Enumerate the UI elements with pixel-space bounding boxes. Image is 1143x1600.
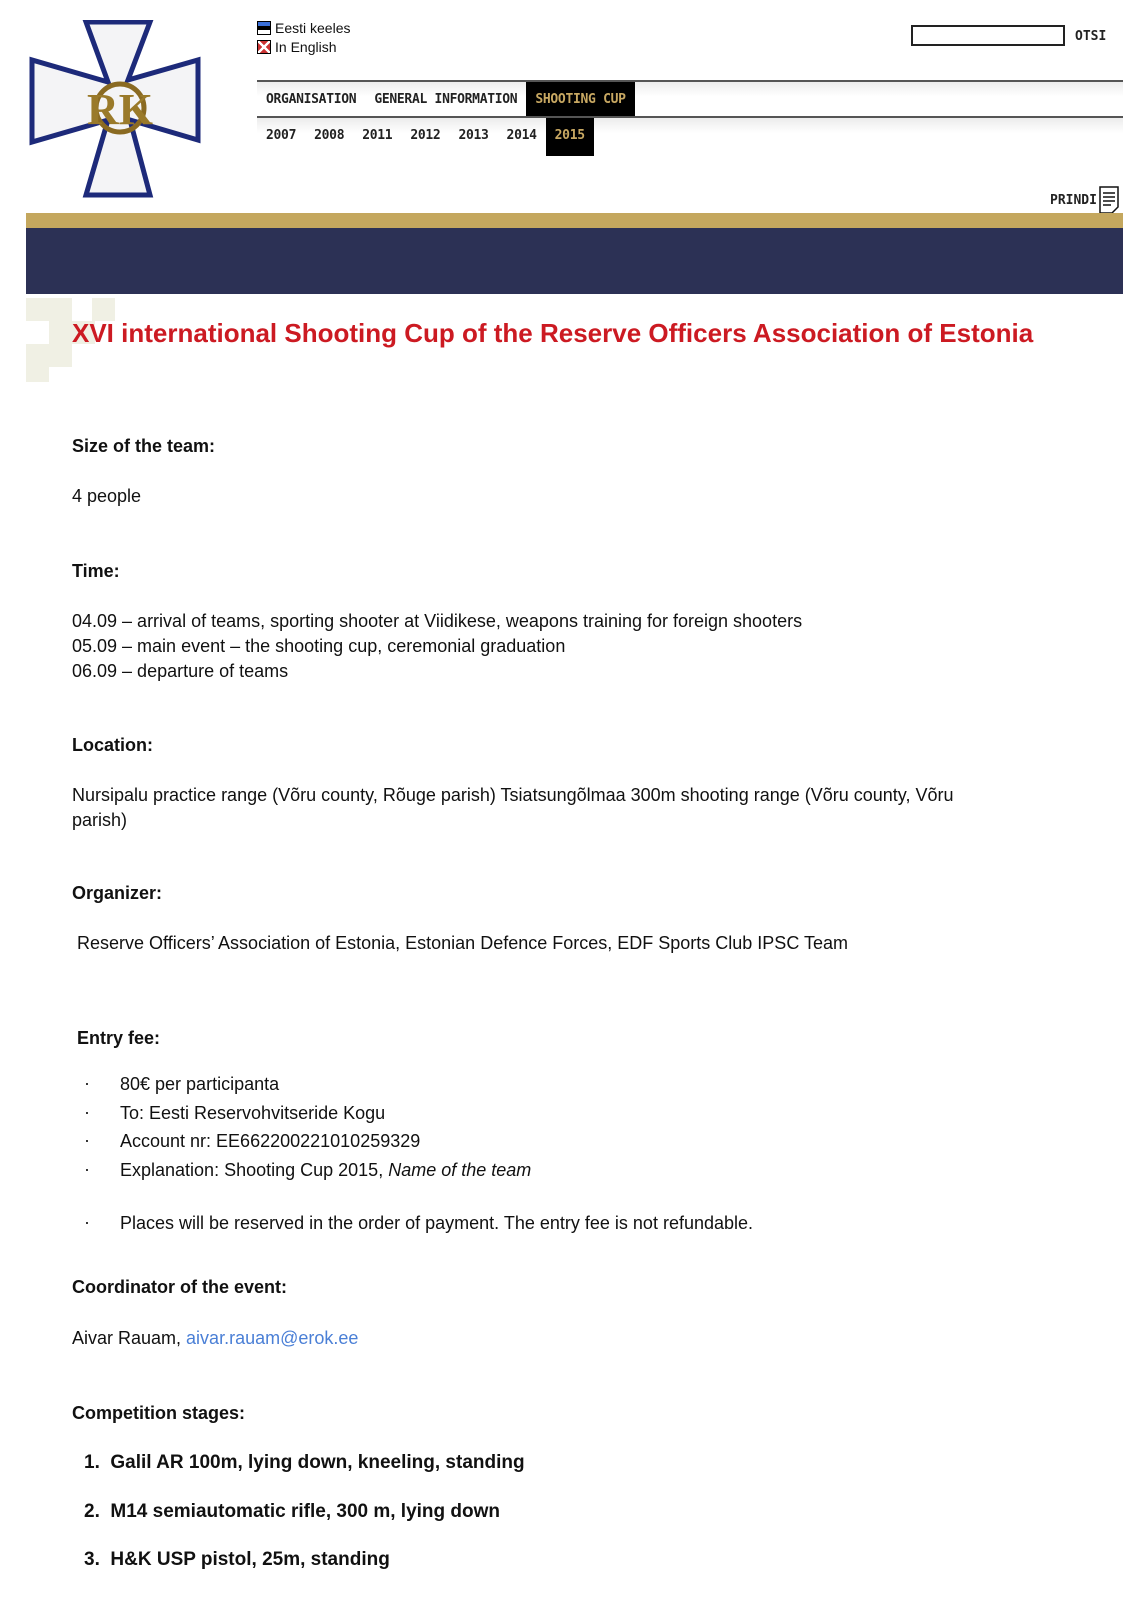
location-value-cont: parish) xyxy=(72,810,128,830)
nav-organisation[interactable]: ORGANISATION xyxy=(266,92,357,107)
language-label: Eesti keeles xyxy=(275,20,351,36)
uk-flag-icon xyxy=(257,40,271,54)
main-nav xyxy=(257,80,1123,118)
stages-heading: Competition stages: xyxy=(72,1403,246,1423)
stage-item: 3. H&K USP pistol, 25m, standing xyxy=(84,1549,390,1570)
search-input[interactable] xyxy=(911,25,1065,46)
print-button[interactable] xyxy=(1050,186,1119,214)
year-nav xyxy=(257,116,1123,156)
stage-item: 1. Galil AR 100m, lying down, kneeling, standing xyxy=(84,1452,525,1473)
nav-shooting-cup[interactable]: SHOOTING CUP xyxy=(526,82,634,118)
print-label: PRINDI xyxy=(1050,192,1097,208)
estonia-flag-icon xyxy=(257,21,271,35)
banner xyxy=(26,228,1123,294)
svg-text:RK: RK xyxy=(87,85,153,134)
stage-item: 2. M14 semiautomatic rifle, 300 m, lying down xyxy=(84,1501,501,1522)
language-estonian-link[interactable] xyxy=(257,20,350,36)
coordinator-value: Aivar Rauam, aivar.rauam@erok.ee xyxy=(72,1328,359,1348)
organizer-value: Reserve Officers’ Association of Estonia, Estonian Defence Forces, EDF Sports Club IPSC Team xyxy=(77,933,849,953)
team-size-heading: Size of the team: xyxy=(72,436,216,456)
time-line: 06.09 – departure of teams xyxy=(72,661,289,681)
organizer-heading: Organizer: xyxy=(72,883,163,903)
print-document-icon xyxy=(1099,186,1119,214)
coordinator-email-link[interactable]: aivar.rauam@erok.ee xyxy=(186,1328,359,1348)
year-2011[interactable]: 2011 xyxy=(362,128,393,143)
location-value: Nursipalu practice range (Võru county, Rõuge parish) Tsiatsungõlmaa 300m shooting range (Võru county, Võru xyxy=(72,785,954,805)
year-2007[interactable]: 2007 xyxy=(266,128,297,143)
nav-general-information[interactable]: GENERAL INFORMATION xyxy=(374,92,518,107)
location-heading: Location: xyxy=(72,735,153,755)
year-2008[interactable]: 2008 xyxy=(314,128,345,143)
entry-fee-heading: Entry fee: xyxy=(77,1028,161,1048)
language-label: In English xyxy=(275,39,337,55)
time-line: 04.09 – arrival of teams, sporting shooter at Viidikese, weapons training for foreign shooters xyxy=(72,611,803,631)
reserve-officers-cross-logo xyxy=(28,20,208,200)
year-2013[interactable]: 2013 xyxy=(458,128,489,143)
coordinator-heading: Coordinator of the event: xyxy=(72,1277,287,1297)
search-button[interactable]: OTSI xyxy=(1075,29,1107,44)
gold-stripe xyxy=(26,213,1123,228)
year-2015[interactable]: 2015 xyxy=(546,118,594,156)
year-2014[interactable]: 2014 xyxy=(506,128,537,143)
team-size-value: 4 people xyxy=(72,486,142,506)
page-title: XVI international Shooting Cup of the Reserve Officers Association of Estonia xyxy=(72,318,1034,348)
year-2012[interactable]: 2012 xyxy=(410,128,441,143)
time-heading: Time: xyxy=(72,561,120,581)
time-line: 05.09 – main event – the shooting cup, ceremonial graduation xyxy=(72,636,566,656)
language-english-link[interactable] xyxy=(257,39,336,55)
